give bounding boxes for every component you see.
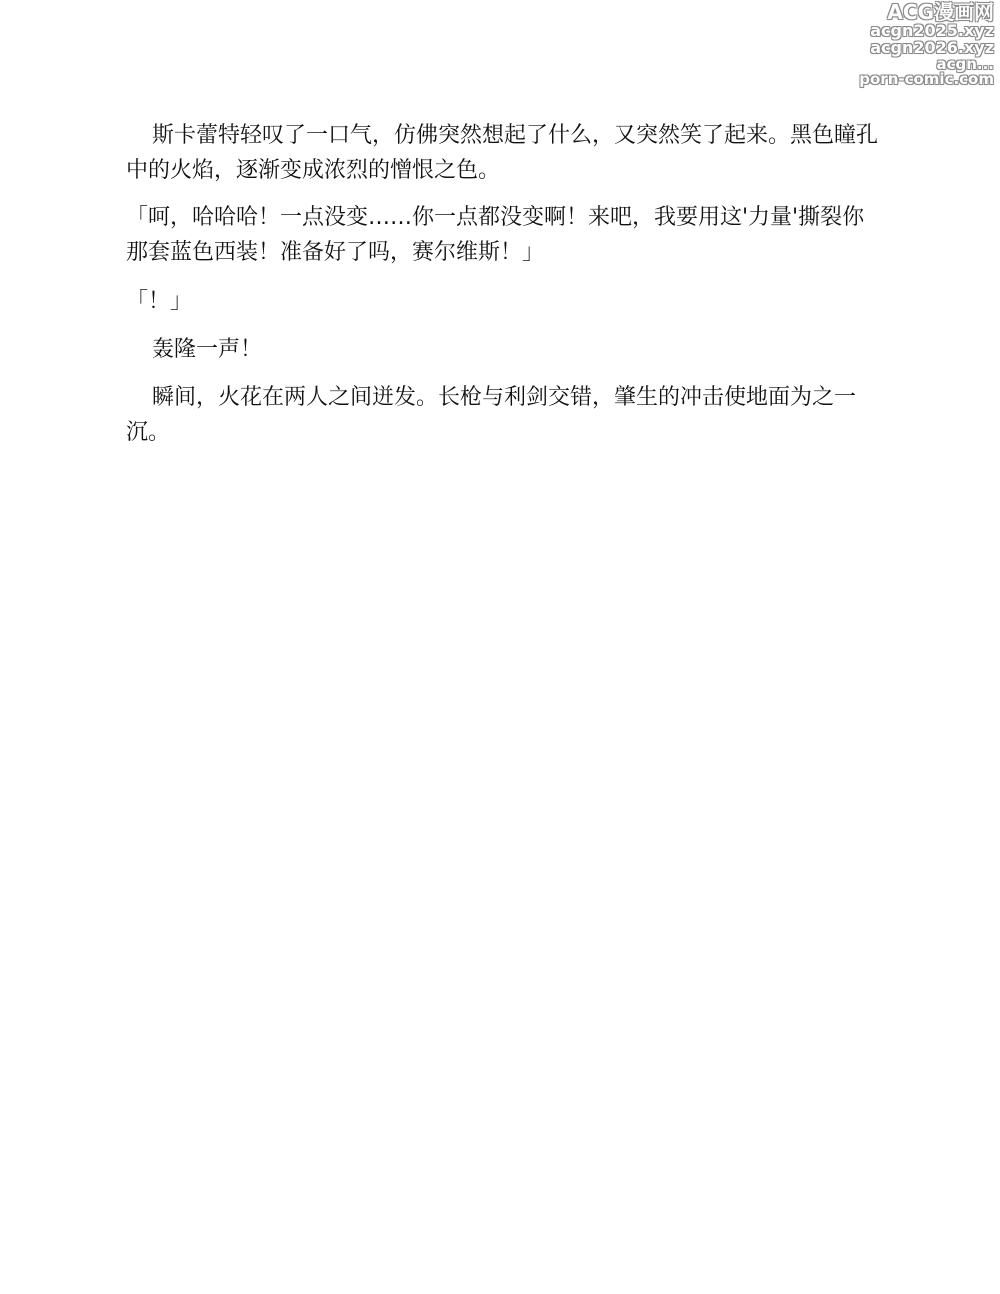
paragraph-narration-1: 斯卡蕾特轻叹了一口气，仿佛突然想起了什么，又突然笑了起来。黑色瞳孔中的火焰，逐渐变成浓烈的憎恨之色。	[126, 123, 879, 183]
paragraph-sound-effect: 轰隆一声！	[152, 337, 263, 362]
paragraph-dialogue-exclaim: 「！」	[126, 289, 193, 314]
watermark-url-2: acgn2026.xyz	[870, 38, 994, 57]
story-text	[126, 118, 886, 450]
paragraph-dialogue-scarlet: 「呵，哈哈哈！一点没变……你一点都没变啊！来吧，我要用这'力量'撕裂你那套蓝色西装！准备好了吗，赛尔维斯！」	[126, 205, 865, 265]
paragraph-narration-2: 瞬间，火花在两人之间迸发。长枪与利剑交错，肇生的冲击使地面为之一沉。	[126, 385, 857, 445]
watermark-url-3: acgn...	[936, 55, 994, 73]
site-watermark	[844, 2, 994, 87]
watermark-title: ACG漫画网	[887, 0, 994, 24]
watermark-url-4: porn-comic.com	[859, 70, 994, 88]
watermark-url-1: acgn2025.xyz	[870, 21, 994, 40]
